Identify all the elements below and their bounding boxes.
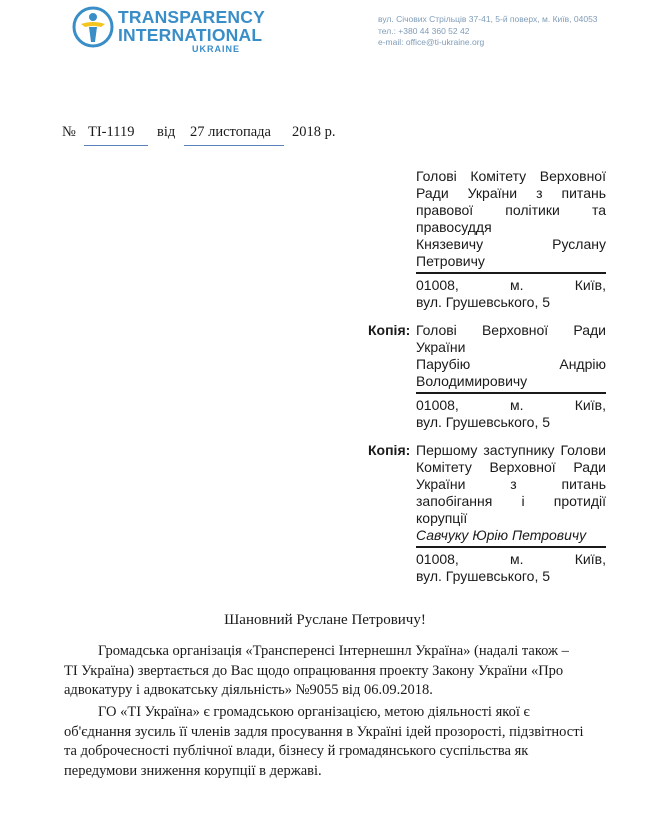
- logo-text-line1: TRANSPARENCY: [118, 7, 265, 27]
- recipient-divider: [416, 392, 606, 394]
- body-paragraph-2: ГО «ТІ Україна» є громадською організацією, метою діяльності якої є об'єднання зусиль її членів задля просування в Україні ідей прозорості, підзвітності та доброчесності публічної влади, бізнесу й громадянського суспільства як передумови зниження корупції в державі.: [64, 704, 584, 779]
- recipient-address: 01008, м. Київ,: [416, 276, 606, 293]
- recipient-address: 01008, м. Київ,: [416, 550, 606, 567]
- copy-label: Копія:: [368, 322, 411, 338]
- number-label: №: [62, 124, 76, 140]
- logo-text-line3: UKRAINE: [192, 44, 241, 54]
- contact-email: e-mail: office@ti-ukraine.org: [378, 37, 485, 47]
- recipient-copy-2: Першому заступнику Голови Комітету Верховної Ради України з питань запобігання і протидії корупції Савчуку Юрію Петровичу 01008, м. Київ, вул. Грушевського, 5: [416, 442, 606, 584]
- copy-label: Копія:: [368, 442, 411, 458]
- contact-phone: тел.: +380 44 360 52 42: [378, 25, 470, 36]
- contact-address: вул. Січових Стрільців 37-41, 5-й поверх, м. Київ, 04053: [378, 14, 598, 24]
- date-underline: [184, 145, 284, 146]
- recipient-address: 01008, м. Київ,: [416, 396, 606, 413]
- logo-text-line2: INTERNATIONAL: [118, 25, 263, 45]
- recipient-divider: [416, 272, 606, 274]
- number-underline: [84, 145, 148, 146]
- contact-block: [378, 14, 598, 49]
- reference-date: 27 листопада: [190, 124, 271, 140]
- recipient-divider: [416, 546, 606, 548]
- body-paragraph-1: Громадська організація «Трансперенсі Інтернешнл Україна» (надалі також – ТІ Україна) звертається до Вас щодо опрацювання проекту Закону України «Про адвокатуру і адвокатську діяльність» №9055 від 06.09.2018.: [64, 643, 569, 698]
- recipient-primary: Голові Комітету Верховної Ради України з питань правової політики та правосуддя Князевичу Руслану Петровичу 01008, м. Київ, вул. Грушевського, 5: [416, 168, 606, 310]
- salutation: Шановний Руслане Петровичу!: [224, 612, 426, 628]
- reference-year: 2018 р.: [292, 124, 336, 140]
- transparency-logo-icon: [72, 6, 114, 48]
- organization-logo: [72, 6, 287, 58]
- reference-number: ТІ-1119: [88, 124, 135, 140]
- recipient-copy-1: Голові Верховної Ради України Парубію Андрію Володимировичу 01008, м. Київ, вул. Грушевського, 5: [416, 322, 606, 430]
- date-label: від: [157, 124, 176, 140]
